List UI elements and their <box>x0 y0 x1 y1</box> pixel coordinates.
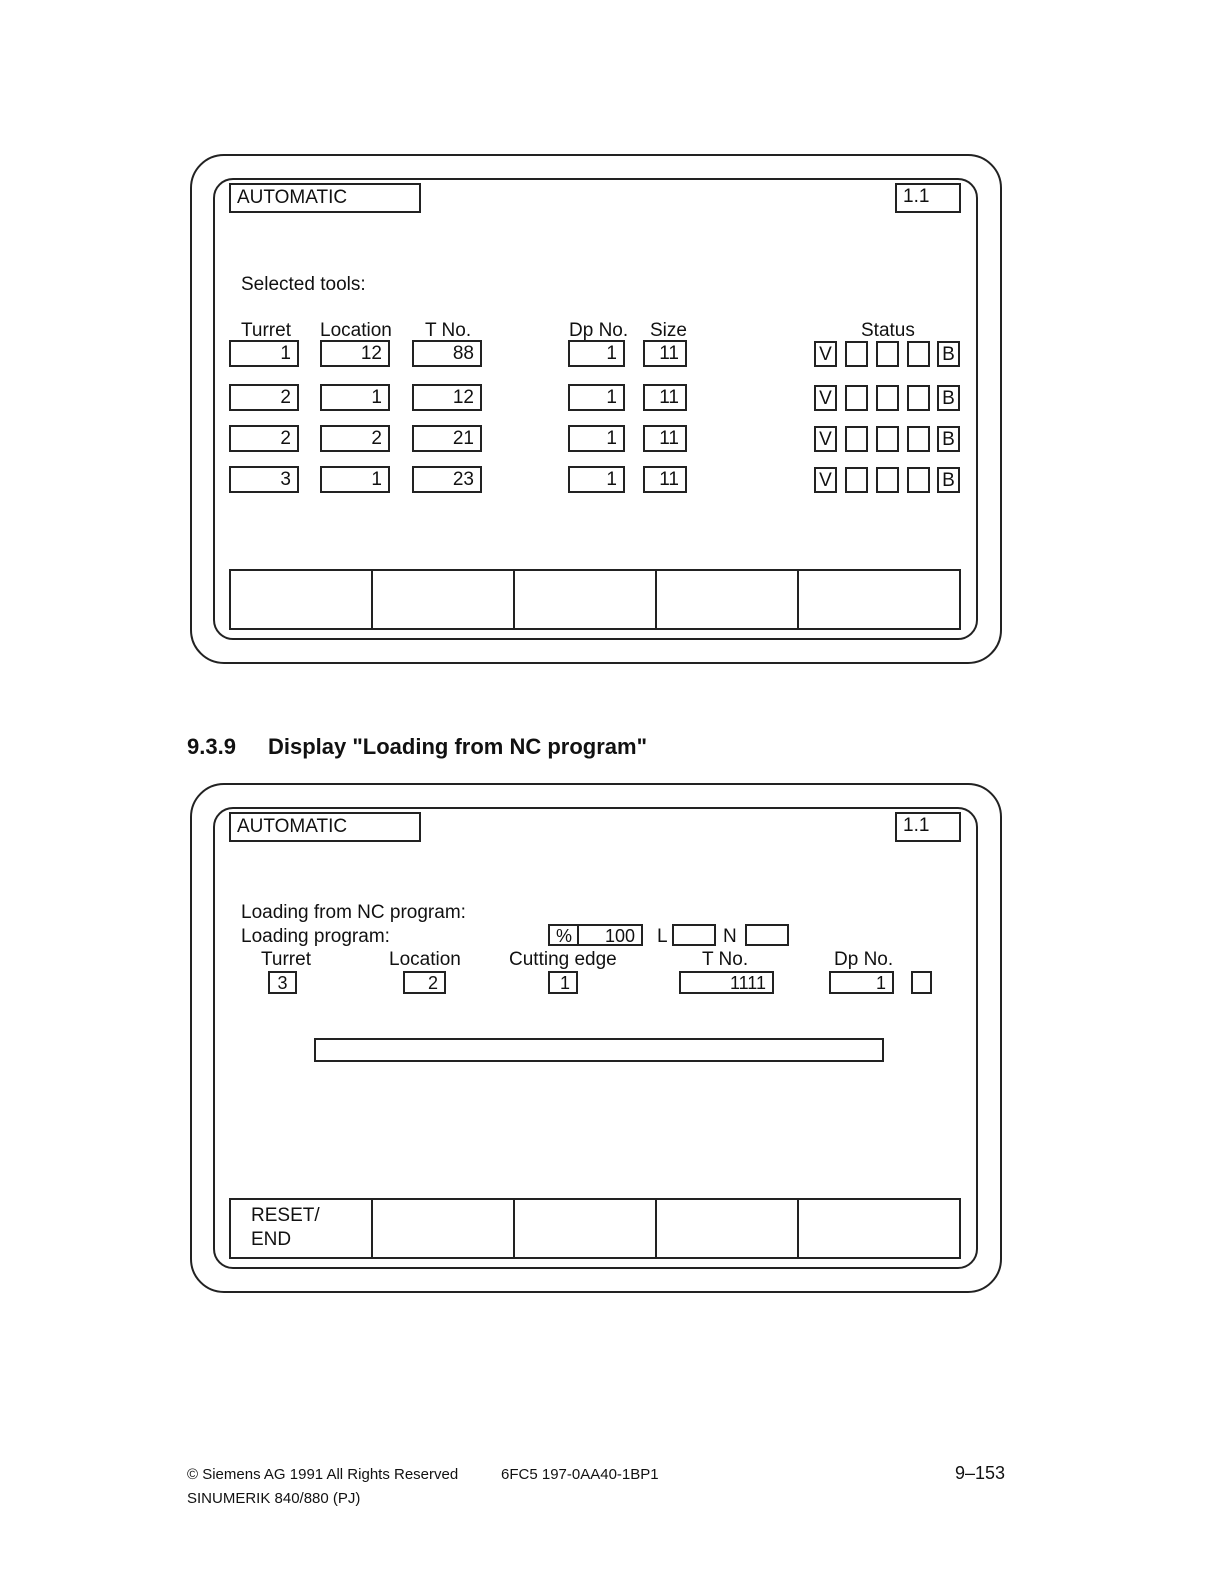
softkey-4[interactable] <box>657 571 799 628</box>
status-flag <box>845 341 868 367</box>
l-label: L <box>657 926 668 947</box>
turret-value-field: 3 <box>268 971 297 994</box>
status-flag <box>845 385 868 411</box>
status-flag <box>876 426 899 452</box>
softkey-5[interactable] <box>799 1200 959 1257</box>
screen2-header-location: Location <box>389 949 461 970</box>
screen1-header-turret: Turret <box>241 320 291 341</box>
tno-field: 21 <box>412 425 482 452</box>
cutting-edge-value-field: 1 <box>548 971 578 994</box>
status-flag-v: V <box>814 341 837 367</box>
size-field: 11 <box>643 466 687 493</box>
status-flag-v: V <box>814 426 837 452</box>
screen1-header-status: Status <box>861 320 915 341</box>
size-field: 11 <box>643 384 687 411</box>
location-field: 2 <box>320 425 390 452</box>
dpno-field: 1 <box>568 466 625 493</box>
size-field: 11 <box>643 340 687 367</box>
softkey-3[interactable] <box>515 1200 657 1257</box>
screen1-channel-field: 1.1 <box>895 183 961 213</box>
footer-copyright: © Siemens AG 1991 All Rights Reserved <box>187 1466 459 1483</box>
reset-end-softkey[interactable]: RESET/ END <box>231 1200 373 1257</box>
location-value-field: 2 <box>403 971 446 994</box>
softkey-5[interactable] <box>799 571 959 628</box>
loading-from-nc-label: Loading from NC program: <box>241 902 466 923</box>
override-value: 100 <box>604 926 635 946</box>
screen2-header-turret: Turret <box>261 949 311 970</box>
location-field: 1 <box>320 466 390 493</box>
status-flag <box>876 467 899 493</box>
status-flag <box>907 385 930 411</box>
tno-value-field: 1111 <box>679 971 774 994</box>
location-field: 12 <box>320 340 390 367</box>
status-flag-b: B <box>937 467 960 493</box>
status-flag <box>845 467 868 493</box>
screen2-channel-field: 1.1 <box>895 812 961 842</box>
dpno-field: 1 <box>568 384 625 411</box>
screen1-header-tno: T No. <box>425 320 472 341</box>
status-flag-b: B <box>937 426 960 452</box>
status-flag <box>907 341 930 367</box>
loading-program-label: Loading program: <box>241 926 390 947</box>
screen1-header-location: Location <box>320 320 392 341</box>
softkey-2[interactable] <box>373 571 515 628</box>
turret-field: 1 <box>229 340 299 367</box>
footer-page-number: 9–153 <box>955 1463 1006 1483</box>
screen1-section-label: Selected tools: <box>241 274 366 295</box>
tno-field: 23 <box>412 466 482 493</box>
status-flag <box>876 341 899 367</box>
section-number: 9.3.9 <box>187 734 236 759</box>
status-flag-b: B <box>937 385 960 411</box>
tno-field: 12 <box>412 384 482 411</box>
screen2-mode-field: AUTOMATIC <box>229 812 421 842</box>
softkey-1[interactable] <box>231 571 373 628</box>
override-field <box>548 924 643 946</box>
loading-progress-bar <box>314 1038 884 1062</box>
l-field <box>672 924 716 946</box>
turret-field: 2 <box>229 425 299 452</box>
status-flag-b: B <box>937 341 960 367</box>
status-flag <box>907 426 930 452</box>
dpno-field: 1 <box>568 340 625 367</box>
screen1-header-size: Size <box>650 320 687 341</box>
status-flag-v: V <box>814 385 837 411</box>
screen1-header-dpno: Dp No. <box>569 320 629 341</box>
screen1-mode-field: AUTOMATIC <box>229 183 421 213</box>
status-flag <box>876 385 899 411</box>
n-label: N <box>723 926 737 947</box>
size-field: 11 <box>643 425 687 452</box>
dpno-value-field: 1 <box>829 971 894 994</box>
section-title: Display "Loading from NC program" <box>268 734 648 759</box>
location-field: 1 <box>320 384 390 411</box>
percent-symbol: % <box>556 926 573 946</box>
n-field <box>745 924 789 946</box>
screen1-softkey-bar <box>229 569 961 630</box>
footer-product: SINUMERIK 840/880 (PJ) <box>187 1490 361 1507</box>
status-flag-v: V <box>814 467 837 493</box>
turret-field: 3 <box>229 466 299 493</box>
status-flag <box>907 467 930 493</box>
softkey-3[interactable] <box>515 571 657 628</box>
screen2-header-dpno: Dp No. <box>834 949 894 970</box>
screen2-header-tno: T No. <box>702 949 749 970</box>
status-flag <box>845 426 868 452</box>
tno-field: 88 <box>412 340 482 367</box>
dpno-field: 1 <box>568 425 625 452</box>
footer-order-number: 6FC5 197-0AA40-1BP1 <box>501 1466 659 1483</box>
turret-field: 2 <box>229 384 299 411</box>
screen2-softkey-bar <box>229 1198 961 1259</box>
softkey-4[interactable] <box>657 1200 799 1257</box>
extra-flag-field <box>911 971 932 994</box>
screen2-header-cutting-edge: Cutting edge <box>509 949 617 970</box>
override-divider <box>577 926 579 944</box>
softkey-2[interactable] <box>373 1200 515 1257</box>
